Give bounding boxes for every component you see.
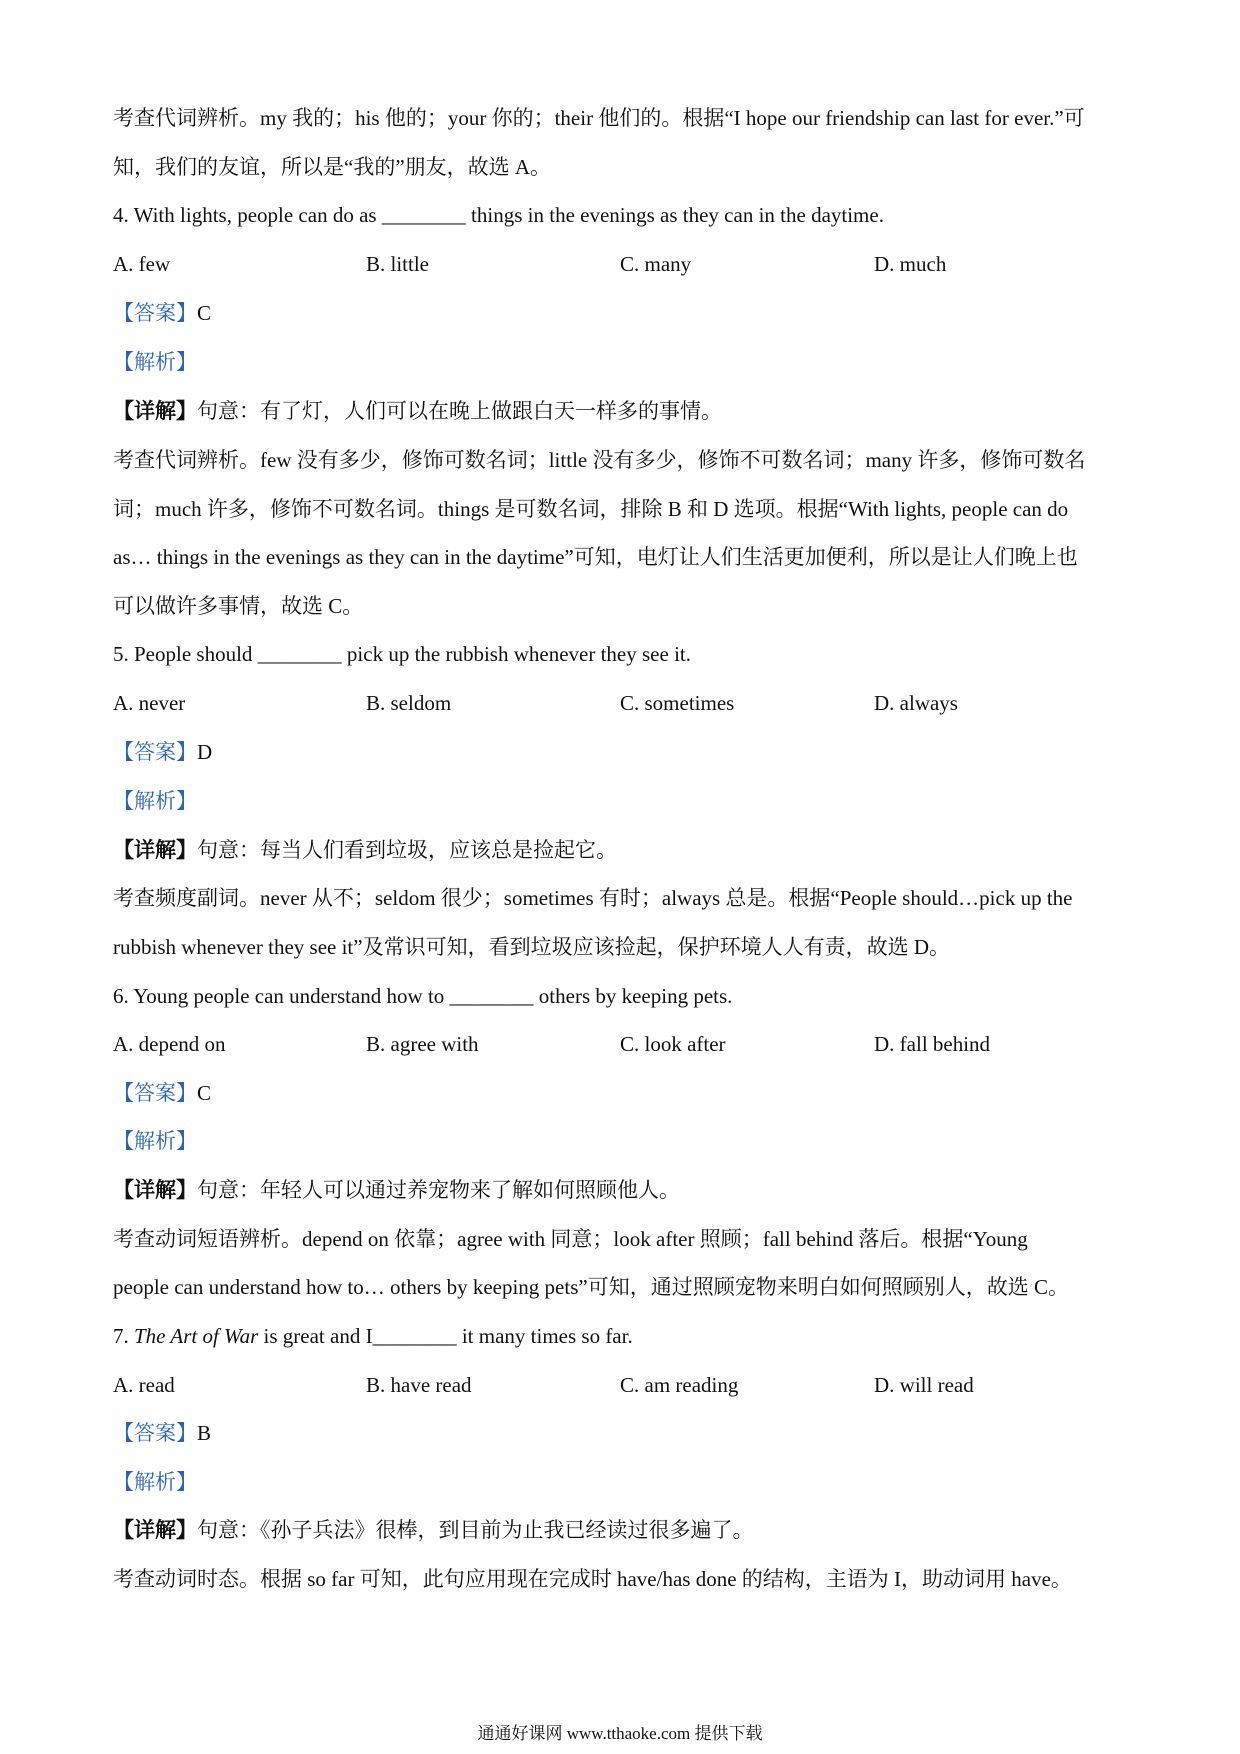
detail-label: 【详解】 (113, 1518, 197, 1542)
answer-label: 【答案】 (113, 301, 197, 325)
q4-explanation-2: 词；much 许多，修饰不可数名词。things 是可数名词，排除 B 和 D 选项。根据“With lights, people can do (113, 497, 1069, 521)
q5-analysis-label (113, 785, 1130, 817)
q6-option-b: B. agree with (366, 1032, 479, 1056)
q6-answer (113, 1077, 1130, 1109)
q7-analysis-label (113, 1466, 1130, 1498)
q6-option-d: D. fall behind (874, 1032, 991, 1056)
question-4-stem: 4. With lights, people can do as ________ things in the evenings as they can in the daytime. (113, 203, 884, 227)
q7-answer-value: B (197, 1421, 212, 1445)
q7-option-c: C. am reading (620, 1373, 739, 1397)
q4-option-b: B. little (366, 252, 429, 276)
intro-line-1: 考查代词辨析。my 我的；his 他的；your 你的；their 他们的。根据“I hope our friendship can last for ever.”可 (113, 106, 1085, 130)
detail-label: 【详解】 (113, 399, 197, 423)
intro-line-2: 知，我们的友谊，所以是“我的”朋友，故选 A。 (113, 155, 552, 179)
q4-detail-text: 句意：有了灯，人们可以在晚上做跟白天一样多的事情。 (197, 399, 722, 423)
q7-book-title: The Art of War (134, 1324, 259, 1348)
q6-option-c: C. look after (620, 1032, 726, 1056)
q6-option-a: A. depend on (113, 1032, 226, 1056)
q4-answer (113, 297, 1130, 329)
q4-option-a: A. few (113, 252, 171, 276)
q6-answer-value: C (197, 1081, 212, 1105)
q5-detail (113, 834, 1130, 866)
q7-option-b: B. have read (366, 1373, 472, 1397)
q7-stem-prefix: 7. (113, 1324, 134, 1348)
page-footer: 通通好课网 www.tthaoke.com 提供下载 (477, 1724, 763, 1743)
q5-explanation-2: rubbish whenever they see it”及常识可知，看到垃圾应该捡起，保护环境人人有责，故选 D。 (113, 935, 950, 959)
q5-answer-value: D (197, 740, 213, 764)
q7-answer (113, 1417, 1130, 1449)
question-6-stem: 6. Young people can understand how to ________ others by keeping pets. (113, 984, 733, 1008)
q6-detail (113, 1174, 1130, 1206)
q7-detail (113, 1514, 1130, 1546)
q7-detail-text: 句意：《孙子兵法》很棒，到目前为止我已经读过很多遍了。 (197, 1518, 754, 1542)
q6-explanation-1: 考查动词短语辨析。depend on 依靠；agree with 同意；look after 照顾；fall behind 落后。根据“Young (113, 1227, 1028, 1251)
q5-explanation-1: 考查频度副词。never 从不；seldom 很少；sometimes 有时；always 总是。根据“People should…pick up the (113, 886, 1073, 910)
q4-explanation-3: as… things in the evenings as they can in the daytime”可知，电灯让人们生活更加便利，所以是让人们晚上也 (113, 545, 1078, 569)
q5-option-c: C. sometimes (620, 691, 735, 715)
answer-label: 【答案】 (113, 1081, 197, 1105)
analysis-label: 【解析】 (113, 789, 197, 813)
q5-option-a: A. never (113, 691, 186, 715)
answer-label: 【答案】 (113, 740, 197, 764)
question-5-stem: 5. People should ________ pick up the rubbish whenever they see it. (113, 642, 691, 666)
q7-stem-suffix: is great and I________ it many times so far. (258, 1324, 633, 1348)
q4-explanation-1: 考查代词辨析。few 没有多少，修饰可数名词；little 没有多少，修饰不可数名词；many 许多，修饰可数名 (113, 448, 1086, 472)
analysis-label: 【解析】 (113, 350, 197, 374)
q4-answer-value: C (197, 301, 212, 325)
q7-explanation-1: 考查动词时态。根据 so far 可知，此句应用现在完成时 have/has done 的结构，主语为 I，助动词用 have。 (113, 1567, 1072, 1591)
question-7-stem (113, 1320, 1130, 1352)
q7-option-a: A. read (113, 1373, 175, 1397)
q5-detail-text: 句意：每当人们看到垃圾，应该总是捡起它。 (197, 838, 617, 862)
q5-option-d: D. always (874, 691, 958, 715)
q4-option-c: C. many (620, 252, 692, 276)
q6-analysis-label (113, 1125, 1130, 1157)
q4-detail (113, 395, 1130, 427)
q5-option-b: B. seldom (366, 691, 452, 715)
analysis-label: 【解析】 (113, 1470, 197, 1494)
q4-explanation-4: 可以做许多事情，故选 C。 (113, 594, 364, 618)
q6-explanation-2: people can understand how to… others by keeping pets”可知，通过照顾宠物来明白如何照顾别人，故选 C。 (113, 1275, 1069, 1299)
answer-label: 【答案】 (113, 1421, 197, 1445)
analysis-label: 【解析】 (113, 1129, 197, 1153)
q4-analysis-label (113, 346, 1130, 378)
detail-label: 【详解】 (113, 838, 197, 862)
detail-label: 【详解】 (113, 1178, 197, 1202)
q5-answer (113, 736, 1130, 768)
q7-option-d: D. will read (874, 1373, 974, 1397)
q4-option-d: D. much (874, 252, 947, 276)
q6-detail-text: 句意：年轻人可以通过养宠物来了解如何照顾他人。 (197, 1178, 680, 1202)
